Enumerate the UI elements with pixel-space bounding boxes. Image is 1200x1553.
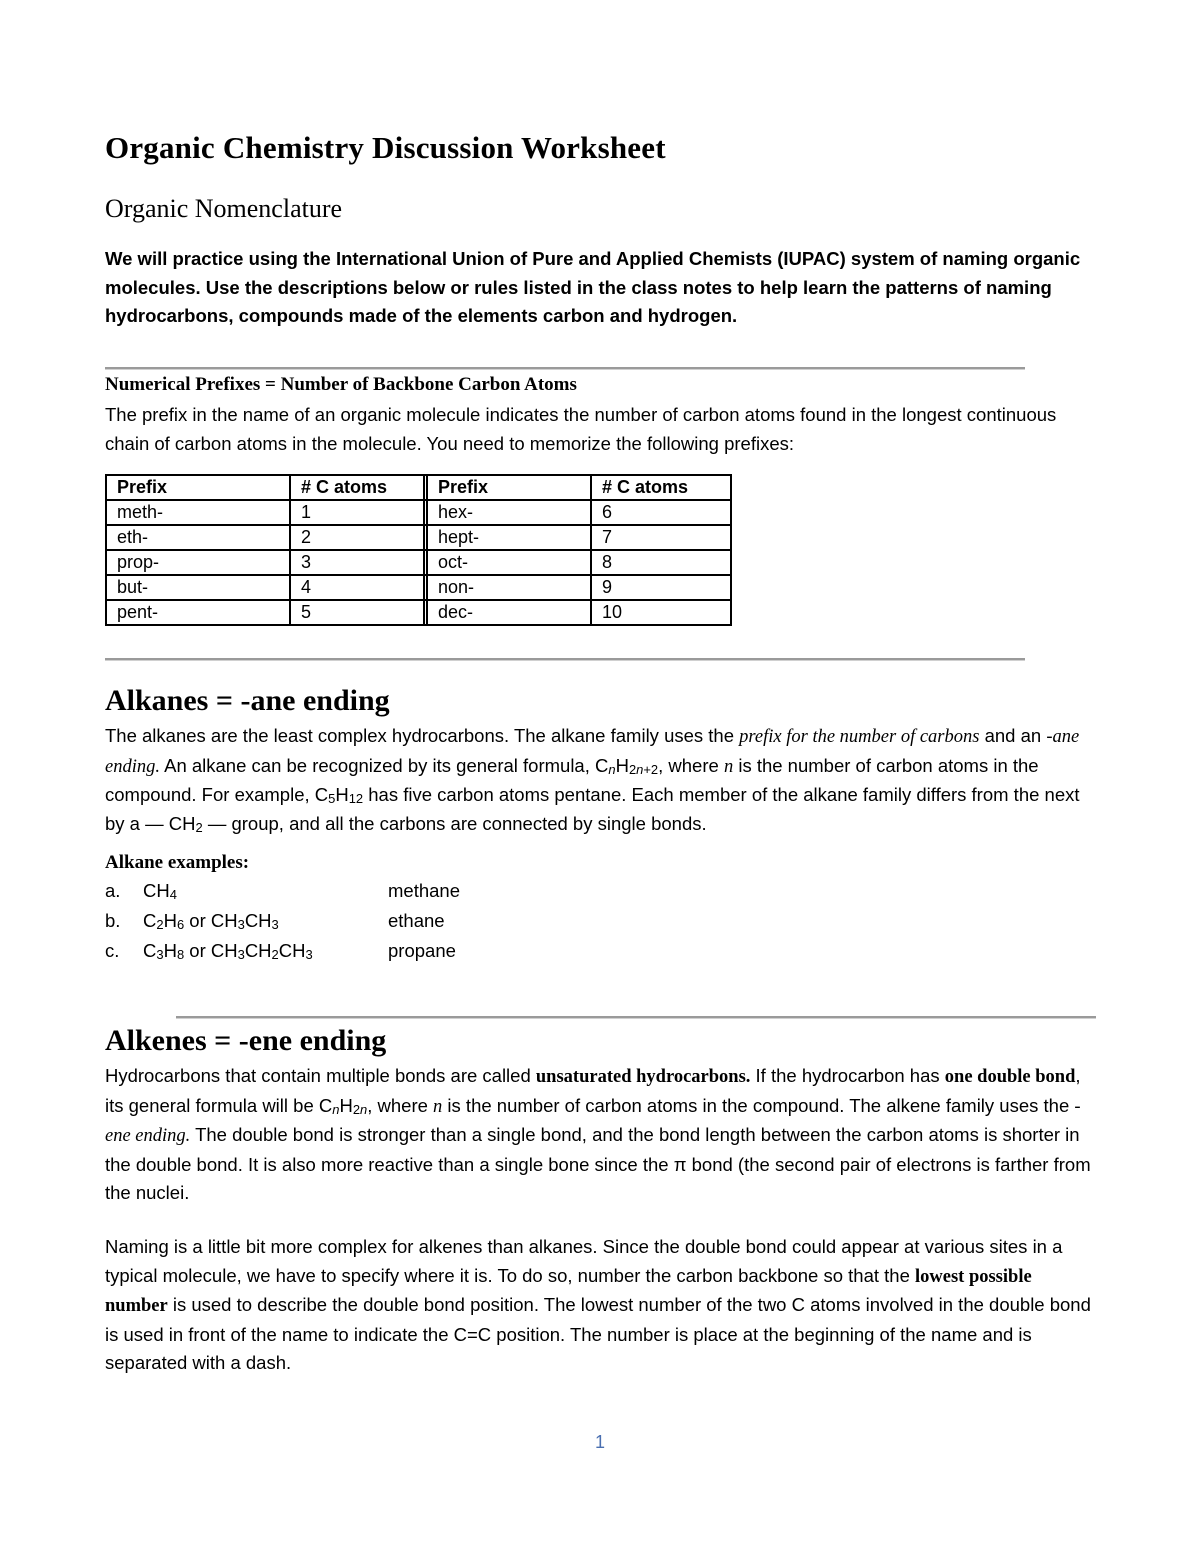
prefix-heading: Numerical Prefixes = Number of Backbone Carbon Atoms: [105, 374, 577, 395]
example-formula: $C_2H_6$ or $CH_3CH_3$: [143, 910, 279, 932]
intro-paragraph: We will practice using the International Union of Pure and Applied Chemists (IUPAC) system of naming organic molecules. Use the descriptions below or rules listed in the class notes to help learn the patterns of naming hydrocarbons, compounds made of the elements carbon and hydrogen.: [105, 248, 1081, 326]
table-header-cell: # C atoms: [591, 475, 731, 500]
table-cell: 2: [290, 525, 424, 550]
alkanes-heading: Alkanes = -ane ending: [105, 684, 390, 717]
table-header-cell: # C atoms: [290, 475, 424, 500]
alkenes-paragraph-2: Naming is a little bit more complex for alkenes than alkanes. Since the double bond could appear at various sites in a typical molecule, we have to specify where it is. To do so, number the carbon backbone so that the lowest possible number is used to describe the double bond position. The lowest number of the two C atoms involved in the double bond is used in front of the name to indicate the C=C position. The number is place at the beginning of the name and is separated with a dash.: [105, 1236, 1091, 1373]
example-label: c.: [105, 940, 120, 961]
example-formula: $C_3H_8$ or $CH_3CH_2CH_3$: [143, 940, 313, 962]
table-header-row: [106, 475, 731, 500]
example-name: methane: [388, 880, 460, 901]
table-cell: meth-: [106, 500, 290, 525]
table-row: [106, 600, 731, 625]
table-cell: 7: [591, 525, 731, 550]
alkane-example-item: [105, 940, 456, 962]
prefix-paragraph: The prefix in the name of an organic molecule indicates the number of carbon atoms found in the longest continuous chain of carbon atoms in the molecule. You need to memorize the following prefixes:: [105, 404, 1057, 454]
table-row: [106, 525, 731, 550]
alkane-example-item: [105, 910, 445, 932]
example-label: b.: [105, 910, 121, 931]
table-cell: 4: [290, 575, 424, 600]
table-row: [106, 575, 731, 600]
page-subtitle: Organic Nomenclature: [105, 194, 343, 223]
alkenes-heading: Alkenes = -ene ending: [105, 1024, 387, 1057]
table-cell: 9: [591, 575, 731, 600]
table-cell: dec-: [427, 600, 591, 625]
table-cell: hex-: [427, 500, 591, 525]
table-cell: 6: [591, 500, 731, 525]
table-row: [106, 500, 731, 525]
table-cell: 8: [591, 550, 731, 575]
alkane-example-item: [105, 880, 460, 902]
table-cell: eth-: [106, 525, 290, 550]
table-cell: 5: [290, 600, 424, 625]
section-divider: [176, 1016, 1096, 1019]
example-name: ethane: [388, 910, 445, 931]
section-divider: [105, 658, 1025, 661]
section-divider: [105, 367, 1025, 370]
table-header-cell: Prefix: [106, 475, 290, 500]
table-header-cell: Prefix: [427, 475, 591, 500]
table-cell: 10: [591, 600, 731, 625]
alkenes-paragraph-1: Hydrocarbons that contain multiple bonds are called unsaturated hydrocarbons. If the hydrocarbon has one double bond, its general formula will be $C_nH_{2n}$, where n is the number of carbon atoms in the compound. The alkene family uses the -ene ending. The double bond is stronger than a single bond, and the bond length between the carbon atoms is shorter in the double bond. It is also more reactive than a single bone since the π bond (the second pair of electrons is farther from the nuclei.: [105, 1065, 1091, 1203]
example-name: propane: [388, 940, 456, 961]
table-cell: but-: [106, 575, 290, 600]
table-cell: non-: [427, 575, 591, 600]
table-cell: 3: [290, 550, 424, 575]
table-cell: hept-: [427, 525, 591, 550]
table-row: [106, 550, 731, 575]
alkane-examples-heading: Alkane examples:: [105, 852, 250, 873]
table-cell: oct-: [427, 550, 591, 575]
page-title: Organic Chemistry Discussion Worksheet: [105, 130, 666, 165]
prefix-table: [105, 474, 732, 626]
example-label: a.: [105, 880, 121, 901]
table-cell: prop-: [106, 550, 290, 575]
example-formula: $CH_4$: [143, 880, 177, 902]
alkanes-paragraph: The alkanes are the least complex hydrocarbons. The alkane family uses the prefix for the number of carbons and an -ane ending. An alkane can be recognized by its general formula, $C_nH_{2n+2}$, where n is the number of carbon atoms in the compound. For example, $C_5H_{12}$ has five carbon atoms pentane. Each member of the alkane family differs from the next by a — $CH_2$ — group, and all the carbons are connected by single bonds.: [105, 725, 1080, 835]
page-number: 1: [594, 1432, 605, 1452]
table-cell: pent-: [106, 600, 290, 625]
table-cell: 1: [290, 500, 424, 525]
